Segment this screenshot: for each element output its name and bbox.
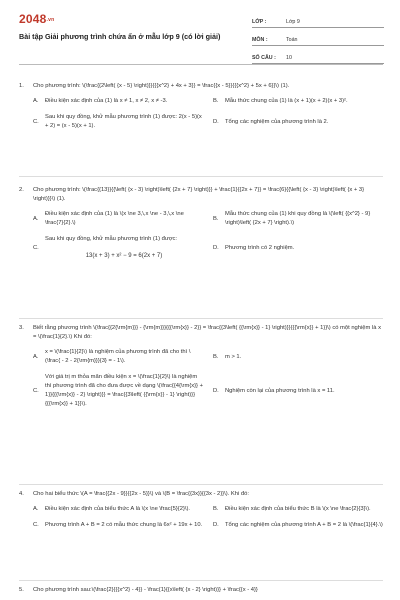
option-letter: C. (33, 387, 39, 394)
question-5 (19, 586, 383, 595)
header-divider (19, 64, 383, 65)
question-text: Cho phương trình: \(\frac{{13}}{{\left( {x - 3} \right)\left( {2x + 7} \right)}} + \frac{1}{{2x + 7}} = \frac{6}{{\left( {x - 3} \right)\left( {x + 3} \right)}}\) (1). (33, 187, 365, 202)
meta-label: SỐ CÂU : (252, 55, 276, 61)
document-title: Bài tập Giải phương trình chứa ẩn ở mẫu lớp 9 (có lời giải) (19, 32, 221, 41)
option-text: x = \(\frac{1}{2}\) là nghiệm của phương trình đã cho thì \(\frac{ - 2 - 2{\rm{m}}}{3} = - 1\). (45, 349, 191, 364)
option-text: Tổng các nghiệm của phương trình A + B = 2 là \(\frac{1}{4}.\) (225, 522, 383, 528)
option-text: Phương trình có 2 nghiệm. (225, 244, 295, 251)
question-text: Cho hai biểu thức \(A = \frac{{2x - 9}}{{2x - 5}}\) và \(B = \frac{{3x}}{{3x - 2}}\). Khi đó: (33, 491, 249, 497)
question-1 (19, 82, 383, 131)
meta-box (252, 12, 384, 66)
brand-name: 2048 (19, 12, 47, 26)
option-a[interactable] (33, 210, 203, 228)
question-3 (19, 324, 383, 409)
option-letter: D. (213, 118, 219, 125)
option-c[interactable] (33, 521, 203, 530)
meta-label: MÔN : (252, 37, 268, 43)
meta-row-class (252, 12, 384, 28)
option-letter: A. (33, 506, 39, 512)
option-letter: A. (33, 215, 39, 222)
meta-row-subject (252, 30, 384, 46)
option-text: Điều kiện xác định của biểu thức A là \(x \ne \frac{5}{2}\). (45, 506, 191, 512)
option-text: Điều kiện xác định của (1) là x ≠ 1, x ≠ 2, x ≠ -3. (45, 98, 168, 104)
option-letter: C. (33, 118, 39, 125)
question-stem (19, 186, 383, 204)
option-text: Điều kiện xác định của (1) là \(x \ne 3,\,x \ne - 3,\,x \ne \frac{7}{2}.\) (45, 211, 184, 226)
option-letter: B. (213, 353, 219, 360)
option-d[interactable] (213, 235, 383, 261)
option-text: m > 1. (225, 353, 242, 360)
option-d[interactable] (213, 521, 383, 530)
option-letter: B. (213, 506, 219, 512)
question-divider (19, 580, 383, 581)
question-number: 2. (19, 187, 24, 193)
options (33, 210, 383, 261)
question-stem (19, 490, 383, 499)
option-letter: A. (33, 98, 39, 104)
question-4 (19, 490, 383, 530)
brand-logo[interactable] (19, 12, 54, 26)
brand-tld: .vn (46, 16, 55, 23)
option-c[interactable] (33, 113, 203, 131)
option-letter: C. (33, 522, 39, 528)
option-text: Mẫu thức chung của (1) là (x + 1)(x + 2)(x + 3)². (225, 98, 348, 104)
meta-value: Lớp 9 (286, 19, 300, 25)
option-b[interactable] (213, 505, 383, 514)
option-letter: D. (213, 244, 219, 251)
options (33, 505, 383, 530)
question-divider (19, 318, 383, 319)
option-text-line: Sau khi quy đồng, khử mẫu phương trình (1) được: (45, 236, 178, 242)
option-text: Mẫu thức chung của (1) khi quy đồng là \(\left( {{x^2} - 9} \right)\left( {2x + 7} \right).\) (225, 211, 371, 226)
option-letter: B. (213, 215, 219, 222)
option-text: Nghiệm còn lại của phương trình là x = 11. (225, 387, 335, 394)
option-letter: C. (33, 244, 39, 251)
option-b[interactable] (213, 97, 383, 106)
option-d[interactable] (213, 113, 383, 131)
option-b[interactable] (213, 348, 383, 366)
question-2 (19, 186, 383, 261)
option-letter: A. (33, 353, 39, 360)
option-d[interactable] (213, 373, 383, 409)
question-number: 4. (19, 491, 24, 497)
option-c[interactable] (33, 235, 203, 261)
question-stem (19, 82, 383, 91)
meta-row-count (252, 48, 384, 64)
question-text: Cho phương trình: \(\frac{{2\left( {x - 5} \right)}}{{{x^2} + 4x + 3}} = \frac{{x - 5}}{{{x^2} + 5x + 6}}\) (1). (33, 83, 290, 89)
meta-label: LỚP : (252, 19, 267, 25)
option-a[interactable] (33, 505, 203, 514)
option-a[interactable] (33, 348, 203, 366)
option-letter: D. (213, 522, 219, 528)
options (33, 97, 383, 131)
option-text (45, 235, 203, 261)
meta-value: 10 (286, 55, 292, 61)
question-divider (19, 484, 383, 485)
option-letter: D. (213, 387, 219, 394)
option-b[interactable] (213, 210, 383, 228)
question-number: 5. (19, 587, 24, 593)
option-text: Với giá trị m thỏa mãn điều kiện x = \(\frac{1}{2}\) là nghiệm thì phương trình đã cho đưa được về dạng \(\frac{{4{\rm{x}} + 1}}{{{\rm{x}} - 2} \right)}} = \frac{{3\left( {{\rm{x}} - 1} \right)}}{{{\rm{x}} + 1}}\). (45, 374, 203, 407)
option-letter: B. (213, 98, 219, 104)
question-number: 1. (19, 83, 24, 89)
option-c[interactable] (33, 373, 203, 409)
meta-value: Toán (286, 37, 298, 43)
option-text: Sau khi quy đồng, khử mẫu phương trình (1) được: 2(x - 5)(x + 2) = (x - 5)(x + 1). (45, 114, 202, 129)
option-text: Phương trình A + B = 2 có mẫu thức chung là 6x² + 19x + 10. (45, 522, 203, 528)
question-number: 3. (19, 325, 24, 331)
options (33, 348, 383, 409)
document-header (0, 0, 400, 62)
option-text: Điều kiện xác định của biểu thức B là \(x \ne \frac{2}{3}\). (225, 506, 371, 512)
question-divider (19, 176, 383, 177)
question-text: Cho phương trình sau:\(\frac{2}{{{x^2} - 4}} - \frac{1}{{x\left( {x - 2} \right)}} + \frac{{x - 4}} (33, 587, 258, 593)
question-stem (19, 586, 383, 595)
option-text: Tổng các nghiệm của phương trình là 2. (225, 118, 329, 125)
question-text: Biết rằng phương trình \(\frac{{2{\rm{m}}} - {\rm{m}}}{{{\rm{x}} - 2}} = \frac{{3\left( {{\rm{x}} - 1} \right)}}{{{\rm{x}} + 1}}\) có một nghiệm là x = \(\frac{1}{2}.\) Khi đó: (33, 325, 381, 340)
question-stem (19, 324, 383, 342)
option-formula: 13(x + 3) + x² − 9 = 6(2x + 7) (85, 253, 163, 259)
option-a[interactable] (33, 97, 203, 106)
